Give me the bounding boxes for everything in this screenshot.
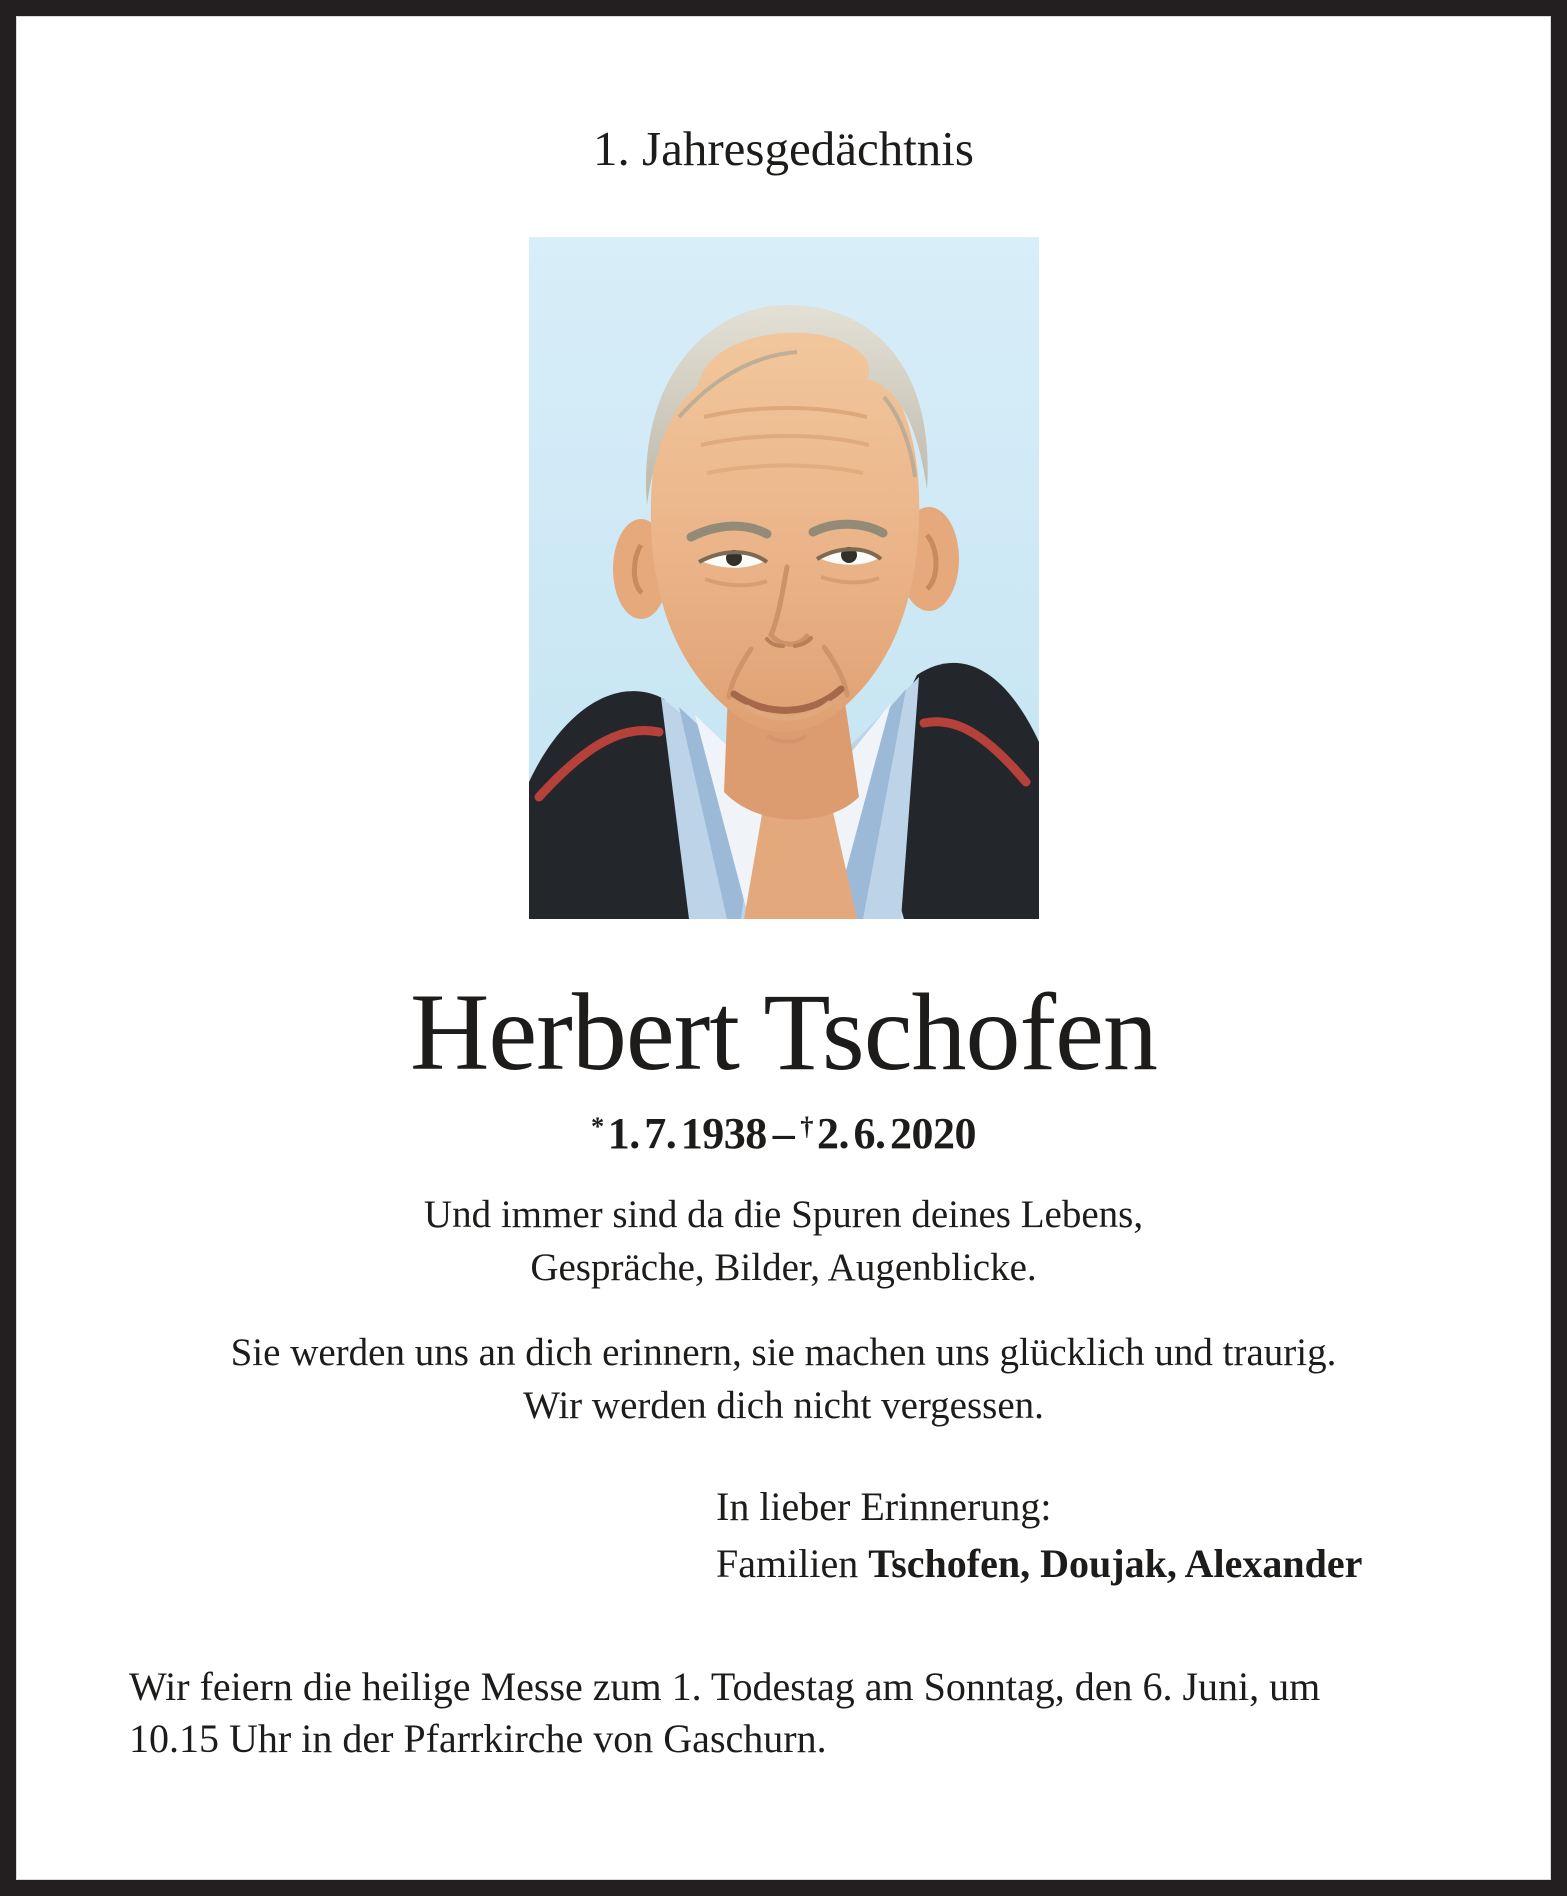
deceased-name: Herbert Tschofen xyxy=(409,971,1158,1093)
verse-line: Wir werden dich nicht vergessen. xyxy=(523,1384,1044,1427)
life-dates xyxy=(16,1108,1551,1159)
birth-date: 1. 7. 1938 xyxy=(607,1109,767,1158)
families-label: Familien xyxy=(716,1541,869,1586)
dates-separator: – xyxy=(772,1109,795,1158)
portrait-photo xyxy=(529,237,1039,919)
announcement-line: 10.15 Uhr in der Pfarrkirche von Gaschurn. xyxy=(129,1716,827,1761)
portrait-illustration xyxy=(529,237,1039,919)
death-symbol: † xyxy=(800,1110,813,1141)
death-date: 2. 6. 2020 xyxy=(816,1109,976,1158)
birth-symbol: * xyxy=(591,1110,604,1141)
family-names-line xyxy=(716,1535,1362,1592)
verse-line: Und immer sind da die Spuren deines Lebens, xyxy=(423,1193,1144,1236)
families-names: Tschofen, Doujak, Alexander xyxy=(868,1541,1363,1586)
announcement-line: Wir feiern die heilige Messe zum 1. Todestag am Sonntag, den 6. Juni, um xyxy=(129,1664,1321,1709)
verse-line: Gespräche, Bilder, Augenblicke. xyxy=(530,1246,1037,1289)
card-inner xyxy=(16,16,1551,1880)
mass-announcement xyxy=(129,1661,1474,1765)
remembrance-heading: In lieber Erinnerung: xyxy=(716,1484,1052,1529)
verse-line: Sie werden uns an dich erinnern, sie machen uns glücklich und traurig. xyxy=(230,1331,1337,1374)
verse-stanza-1 xyxy=(16,1188,1551,1294)
verse-stanza-2 xyxy=(16,1326,1551,1432)
anniversary-header: 1. Jahresgedächtnis xyxy=(593,121,974,176)
remembrance-block xyxy=(716,1478,1362,1592)
